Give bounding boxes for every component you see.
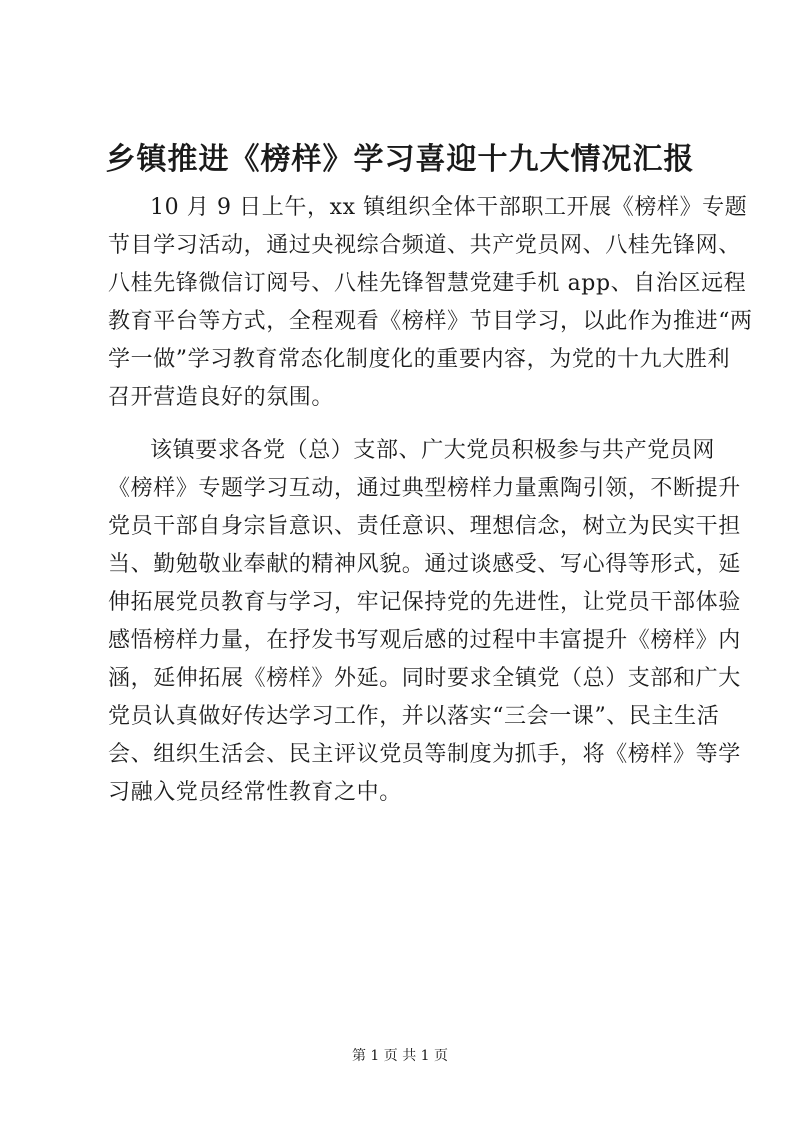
paragraph-1-line-4: 教育平台等方式，全程观看《榜样》节目学习，以此作为推进“两 <box>108 309 753 334</box>
paragraph-1-line-1: 10 月 9 日上午，xx 镇组织全体干部职工开展《榜样》专题 <box>150 195 748 220</box>
paragraph-1-line-5: 学一做”学习教育常态化制度化的重要内容，为党的十九大胜利 <box>108 347 731 372</box>
paragraph-2-line-4: 当、勤勉敬业奉献的精神风貌。通过谈感受、写心得等形式，延 <box>108 552 741 577</box>
paragraph-2-line-5: 伸拓展党员教育与学习，牢记保持党的先进性，让党员干部体验 <box>108 590 741 615</box>
paragraph-2-line-1: 该镇要求各党（总）支部、广大党员积极参与共产党员网 <box>150 438 716 463</box>
paragraph-1-line-3: 八桂先锋微信订阅号、八桂先锋智慧党建手机 app、自治区远程 <box>108 271 747 296</box>
paragraph-2-line-3: 党员干部自身宗旨意识、责任意识、理想信念，树立为民实干担 <box>108 514 741 539</box>
paragraph-2-line-10: 习融入党员经常性教育之中。 <box>108 780 402 805</box>
paragraph-2-line-9: 会、组织生活会、民主评议党员等制度为抓手，将《榜样》等学 <box>108 742 741 767</box>
paragraph-2-line-7: 涵，延伸拓展《榜样》外延。同时要求全镇党（总）支部和广大 <box>108 666 741 691</box>
paragraph-2-line-8: 党员认真做好传达学习工作，并以落实“三会一课”、民主生活 <box>108 704 720 729</box>
paragraph-1-line-2: 节目学习活动，通过央视综合频道、共产党员网、八桂先锋网、 <box>108 233 741 258</box>
page-number-footer: 第 1 页 共 1 页 <box>351 1048 449 1064</box>
document-title: 乡镇推进《榜样》学习喜迎十九大情况汇报 <box>105 142 695 177</box>
paragraph-2-line-2: 《榜样》专题学习互动，通过典型榜样力量熏陶引领，不断提升 <box>108 476 741 501</box>
paragraph-2-line-6: 感悟榜样力量，在抒发书写观后感的过程中丰富提升《榜样》内 <box>108 628 741 653</box>
paragraph-1-line-6: 召开营造良好的氛围。 <box>108 385 335 410</box>
